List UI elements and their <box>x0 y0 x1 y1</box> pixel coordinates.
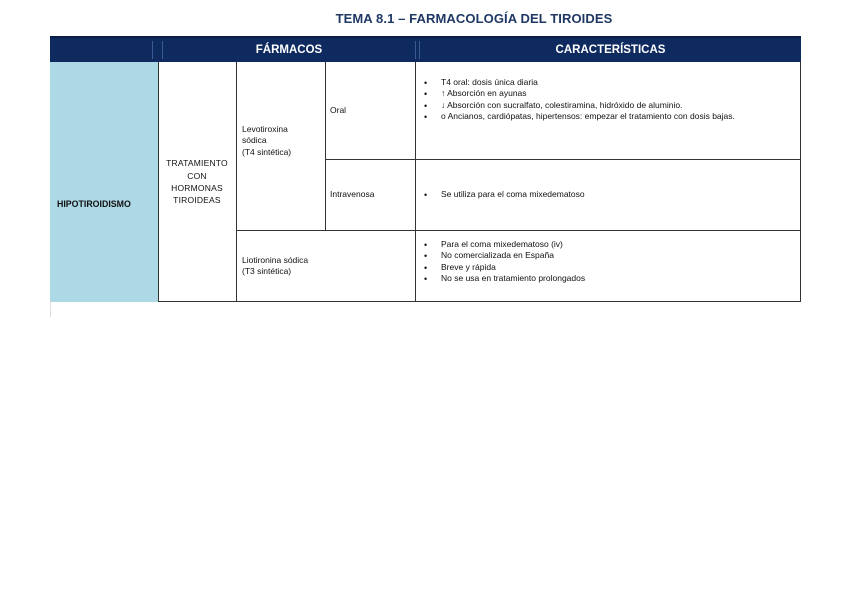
route-oral-label: Oral <box>330 104 347 115</box>
list-item: • No se usa en tratamiento prolongados <box>441 273 795 284</box>
grid-line <box>158 301 801 302</box>
header-separator <box>152 41 153 59</box>
liotironina-cell <box>236 230 415 302</box>
drug-name-line: Levotiroxina <box>242 124 288 134</box>
grid-line <box>50 301 51 317</box>
drug-name-line: (T4 sintética) <box>242 146 292 157</box>
bullet-list <box>441 189 585 200</box>
route-oral-cell <box>325 62 415 159</box>
condition-cell <box>50 62 158 302</box>
header-caracteristicas: CARACTERÍSTICAS <box>555 44 666 56</box>
grid-line <box>236 230 801 231</box>
header-farmacos: FÁRMACOS <box>255 44 323 56</box>
grid-line <box>325 159 801 160</box>
iv-characteristics <box>415 159 801 230</box>
bullet-list <box>441 239 795 285</box>
drug-name-line: (T3 sintética) <box>242 266 292 276</box>
condition-label: HIPOTIROIDISMO <box>57 199 131 210</box>
route-iv-label: Intravenosa <box>330 188 375 199</box>
treatment-line: TRATAMIENTO <box>166 158 228 169</box>
lio-characteristics <box>415 230 801 302</box>
treatment-line: TIROIDEAS <box>173 195 221 206</box>
drug-name-line: sódica <box>242 135 267 146</box>
grid-line <box>236 62 237 302</box>
list-item: • ↓ Absorción con sucralfato, colestiramina, hidróxido de aluminio. <box>441 100 795 111</box>
page-title: TEMA 8.1 – FARMACOLOGÍA DEL TIROIDES <box>335 11 613 26</box>
list-item: • Para el coma mixedematoso (iv) <box>441 239 795 250</box>
bullet-list <box>441 77 795 123</box>
treatment-line: HORMONAS <box>171 183 223 193</box>
list-item: • o Ancianos, cardiópatas, hipertensos: empezar el tratamiento con dosis bajas. <box>441 111 795 122</box>
drug-name-line: Liotironina sódica <box>242 254 309 265</box>
levotiroxina-cell <box>236 62 325 230</box>
list-item: • T4 oral: dosis única diaria <box>441 77 795 88</box>
treatment-cell <box>158 62 236 302</box>
grid-line <box>158 62 159 302</box>
treatment-line: CON <box>187 170 207 181</box>
list-item: • Se utiliza para el coma mixedematoso <box>441 189 585 200</box>
header-separator <box>415 41 416 59</box>
oral-characteristics <box>415 77 801 159</box>
grid-line <box>325 62 326 230</box>
route-iv-cell <box>325 159 415 230</box>
table-header <box>50 36 801 62</box>
list-item: • Breve y rápida <box>441 262 795 273</box>
pharmacology-table <box>50 62 801 302</box>
grid-line <box>800 62 801 302</box>
grid-line <box>415 62 416 302</box>
list-item: • ↑ Absorción en ayunas <box>441 88 795 99</box>
list-item: • No comercializada en España <box>441 250 795 261</box>
